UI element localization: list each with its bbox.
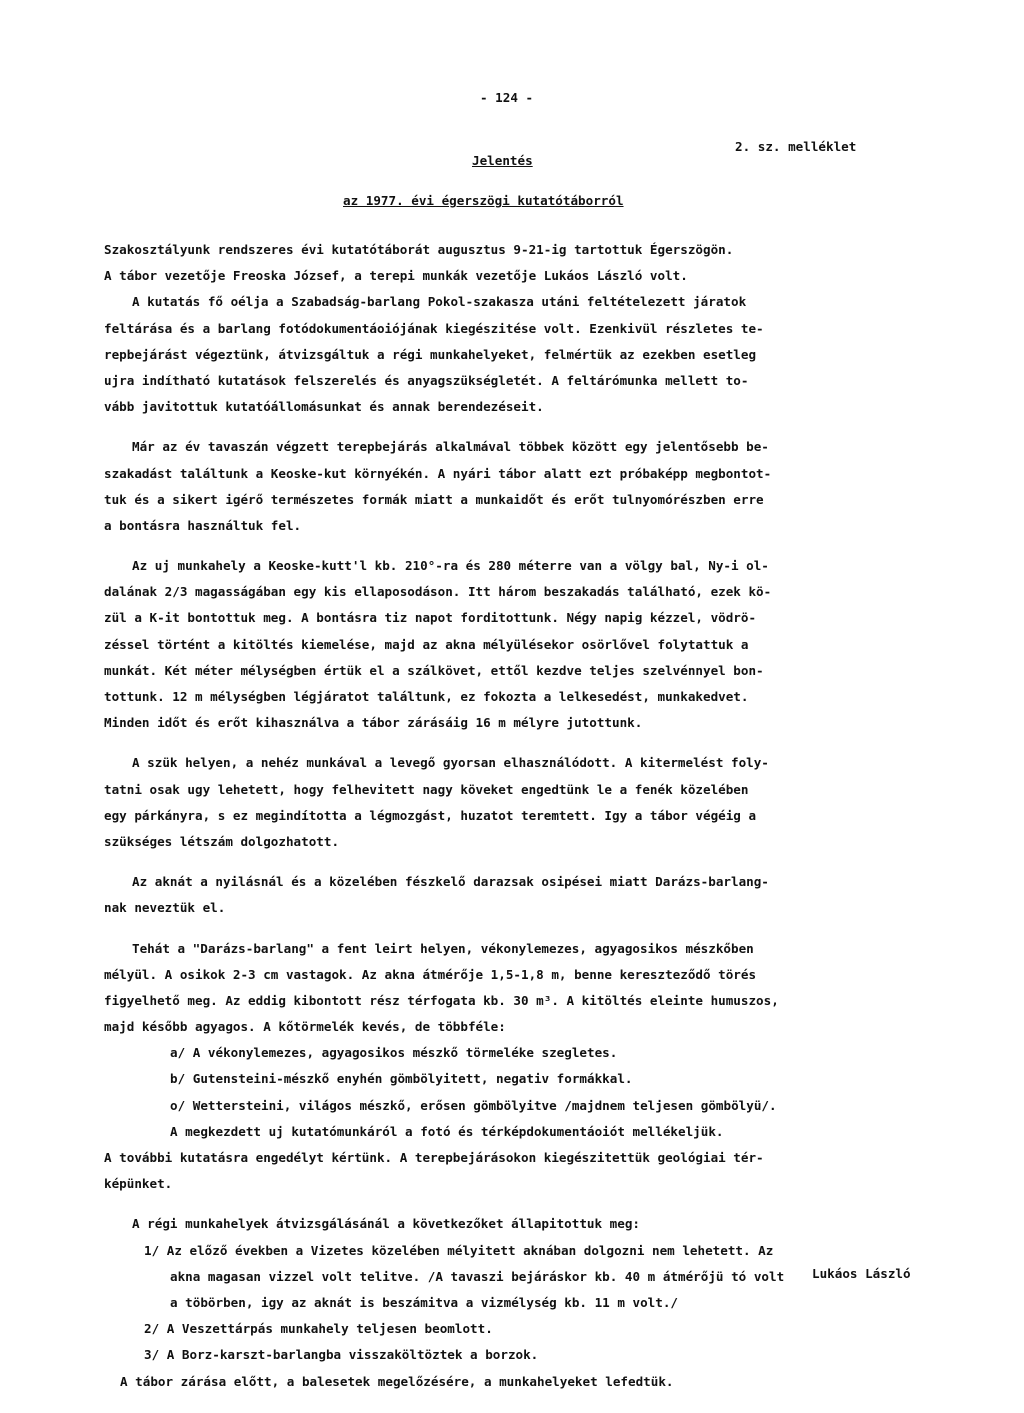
text-line: A kutatás fő oélja a Szabadság-barlang Pokol-szakasza utáni feltételezett járatok bbox=[132, 294, 747, 310]
text-line: zéssel történt a kitöltés kiemelése, majd az akna mélyülésekor osörlővel folytattuk a bbox=[104, 636, 749, 652]
text-line: nak neveztük el. bbox=[104, 900, 226, 916]
text-line: A tábor zárása előtt, a balesetek megelőzésére, a munkahelyeket lefedtük. bbox=[120, 1373, 674, 1389]
text-line: A régi munkahelyek átvizsgálásánál a következőket állapitottuk meg: bbox=[132, 1216, 640, 1232]
list-item: 2/ A Veszettárpás munkahely teljesen beomlott. bbox=[144, 1321, 493, 1337]
text-line: figyelhető meg. Az eddig kibontott rész térfogata kb. 30 m³. A kitöltés eleinte humuszos, bbox=[104, 992, 779, 1008]
text-line: A tábor vezetője Freoska József, a terepi munkák vezetője Lukáos László volt. bbox=[104, 268, 688, 284]
text-line: egy párkányra, s ez megindította a légmozgást, huzatot teremtett. Igy a tábor végéig a bbox=[104, 807, 757, 823]
text-line: feltárása és a barlang fotódokumentáoiójának kiegészitése volt. Ezenkivül részletes te- bbox=[104, 320, 764, 336]
report-title: Jelentés bbox=[472, 153, 533, 168]
text-line: mélyül. A osikok 2-3 cm vastagok. Az akna átmérője 1,5-1,8 m, benne kereszteződő törés bbox=[104, 966, 757, 982]
text-line: zül a K-it bontottuk meg. A bontásra tiz napot forditottunk. Négy napig kézzel, vödrö- bbox=[104, 610, 757, 626]
text-line: Minden időt és erőt kihasználva a tábor zárásáig 16 m mélyre jutottunk. bbox=[104, 715, 643, 731]
text-line: munkát. Két méter mélységben értük el a szálkövet, ettől kezdve teljes szelvénnyel bon- bbox=[104, 662, 764, 678]
text-line: Már az év tavaszán végzett terepbejárás alkalmával többek között egy jelentősebb be- bbox=[132, 439, 769, 455]
list-item: 1/ Az előző években a Vizetes közelében mélyitett aknában dolgozni nem lehetett. Az bbox=[144, 1242, 774, 1258]
annex-label: 2. sz. melléklet bbox=[735, 139, 857, 154]
text-line: akna magasan vizzel volt telitve. /A tavaszi bejáráskor kb. 40 m átmérőjü tó volt bbox=[170, 1268, 785, 1284]
list-item: b/ Gutensteini-mészkő enyhén gömbölyitett, negativ formákkal. bbox=[170, 1071, 633, 1087]
text-line: szükséges létszám dolgozhatott. bbox=[104, 833, 340, 849]
text-line: tottunk. 12 m mélységben légjáratot találtunk, ez fokozta a lelkesedést, munkakedvet. bbox=[104, 689, 749, 704]
report-subtitle: az 1977. évi égerszögi kutatótáborról bbox=[343, 193, 624, 208]
text-line: A megkezdett uj kutatómunkáról a fotó és térképdokumentáoiót mellékeljük. bbox=[170, 1123, 724, 1139]
text-line: Szakosztályunk rendszeres évi kutatótáborát augusztus 9-21-ig tartottuk Égerszögön. bbox=[104, 242, 734, 257]
text-line: képünket. bbox=[104, 1176, 173, 1192]
list-item: o/ Wettersteini, világos mészkő, erősen gömbölyitve /majdnem teljesen gömbölyü/. bbox=[170, 1097, 777, 1113]
text-line: tatni osak ugy lehetett, hogy felhevitett nagy köveket engedtünk le a fenék közelében bbox=[104, 781, 749, 797]
text-line: Tehát a "Darázs-barlang" a fent leirt helyen, vékonylemezes, agyagosikos mészkőben bbox=[132, 940, 754, 956]
text-line: a töbörben, igy az aknát is beszámitva a vizmélység kb. 11 m volt./ bbox=[170, 1294, 678, 1310]
text-line: a bontásra használtuk fel. bbox=[104, 517, 302, 533]
text-line: repbejárást végeztünk, átvizsgáltuk a régi munkahelyeket, felmértük az ezekben esetleg bbox=[104, 346, 757, 362]
page-number: - 124 - bbox=[480, 90, 534, 105]
text-line: Az aknát a nyilásnál és a közelében fészkelő darazsak osipései miatt Darázs-barlang- bbox=[132, 874, 769, 890]
text-line: Az uj munkahely a Keoske-kutt'l kb. 210°-ra és 280 méterre van a völgy bal, Ny-i ol- bbox=[132, 558, 769, 574]
text-line: ujra indítható kutatások felszerelés és anyagszükségletét. A feltárómunka mellett to- bbox=[104, 372, 749, 388]
text-line: vább javitottuk kutatóállomásunkat és annak berendezéseit. bbox=[104, 399, 544, 415]
text-line: szakadást találtunk a Keoske-kut környékén. A nyári tábor alatt ezt próbaképp megbontot- bbox=[104, 465, 772, 481]
list-item: a/ A vékonylemezes, agyagosikos mészkő törmeléke szegletes. bbox=[170, 1045, 618, 1061]
text-line: A további kutatásra engedélyt kértünk. A terepbejárásokon kiegészitettük geológiai tér- bbox=[104, 1150, 764, 1165]
report-body bbox=[104, 237, 924, 1395]
signature: Lukáos László bbox=[812, 1266, 911, 1281]
list-item: 3/ A Borz-karszt-barlangba visszaköltöztek a borzok. bbox=[144, 1347, 539, 1363]
text-line: tuk és a sikert igérő természetes formák miatt a munkaidőt és erőt tulnyomórészben erre bbox=[104, 491, 764, 507]
text-line: A szük helyen, a nehéz munkával a levegő gyorsan elhasználódott. A kitermelést foly- bbox=[132, 755, 769, 771]
text-line: dalának 2/3 magasságában egy kis ellaposodáson. Itt három beszakadás található, ezek kö- bbox=[104, 584, 772, 600]
text-line: majd később agyagos. A kőtörmelék kevés, de többféle: bbox=[104, 1019, 506, 1035]
